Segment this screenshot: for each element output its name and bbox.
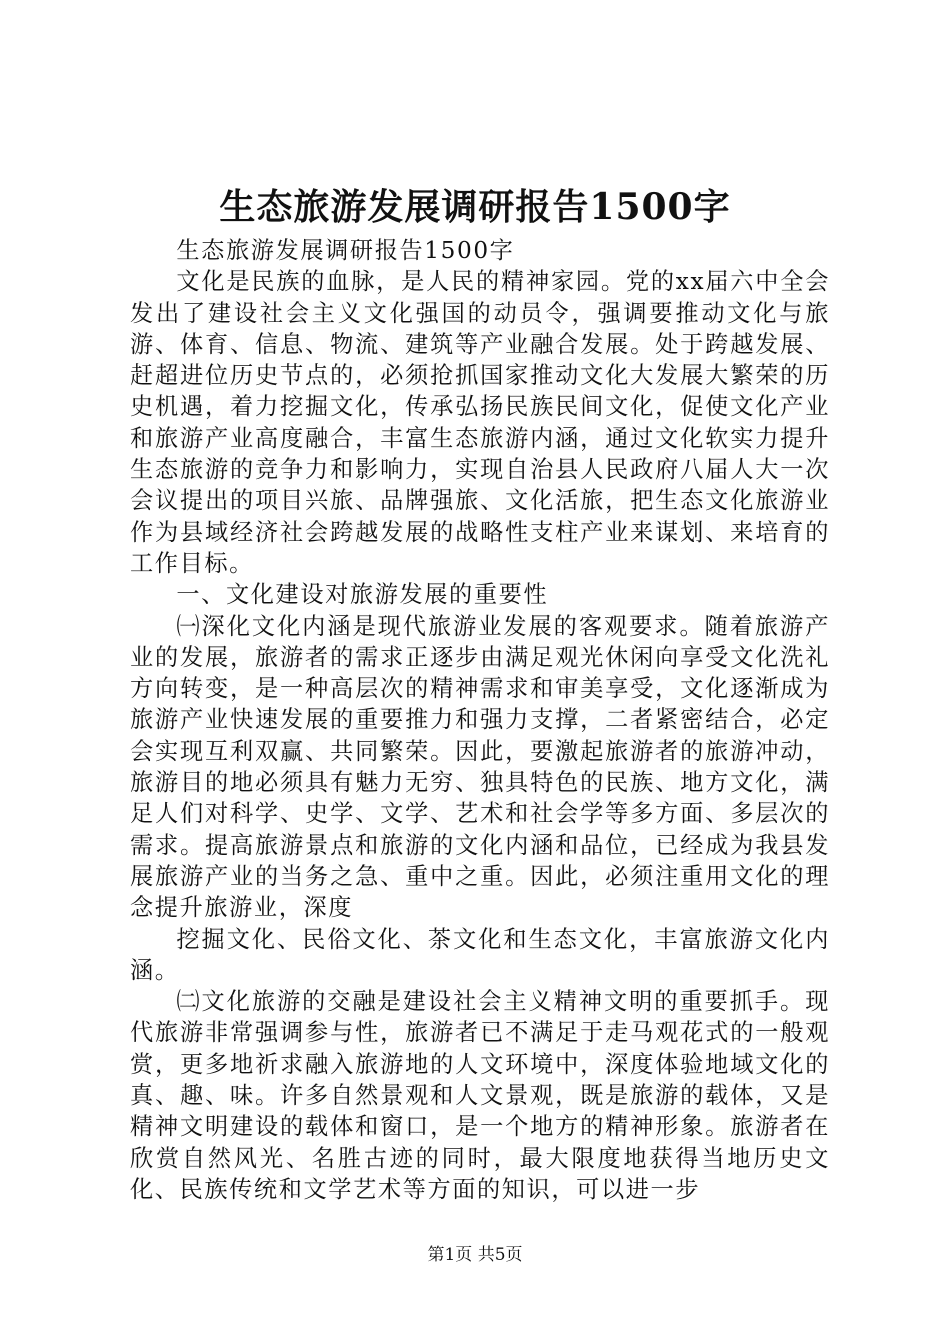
page-footer: 第1页 共5页 — [427, 1245, 523, 1265]
paragraph-point-1: ㈠深化文化内涵是现代旅游业发展的客观要求。随着旅游产业的发展，旅游者的需求正逐步由满足观光休闲向享受文化洗礼方向转变，是一种高层次的精神需求和审美享受，文化逐渐成为旅游产业快速发展的重要推力和强力支撑，二者紧密结合，必定会实现互利双赢、共同繁荣。因此，要激起旅游者的旅游冲动，旅游目的地必须具有魅力无穷、独具特色的民族、地方文化，满足人们对科学、史学、文学、艺术和社会学等多方面、多层次的需求。提高旅游景点和旅游的文化内涵和品位，已经成为我县发展旅游产业的当务之急、重中之重。因此，必须注重用文化的理念提升旅游业，深度 — [130, 612, 830, 922]
paragraph-intro: 文化是民族的血脉，是人民的精神家园。党的xx届六中全会发出了建设社会主义文化强国的动员令，强调要推动文化与旅游、体育、信息、物流、建筑等产业融合发展。处于跨越发展、赶超进位历史节点的，必须抢抓国家推动文化大发展大繁荣的历史机遇，着力挖掘文化，传承弘扬民族民间文化，促使文化产业和旅游产业高度融合，丰富生态旅游内涵，通过文化软实力提升生态旅游的竞争力和影响力，实现自治县人民政府八届人大一次会议提出的项目兴旅、品牌强旅、文化活旅，把生态文化旅游业作为县域经济社会跨越发展的战略性支柱产业来谋划、来培育的工作目标。 — [130, 268, 830, 577]
document-title: 生态旅游发展调研报告1500字 — [219, 186, 731, 228]
paragraph-point-2: ㈡文化旅游的交融是建设社会主义精神文明的重要抓手。现代旅游非常强调参与性，旅游者已不满足于走马观花式的一般观赏，更多地祈求融入旅游地的人文环境中，深度体验地域文化的真、趣、味。许多自然景观和人文景观，既是旅游的载体，又是精神文明建设的载体和窗口，是一个地方的精神形象。旅游者在欣赏自然风光、名胜古迹的同时，最大限度地获得当地历史文化、民族传统和文学艺术等方面的知识，可以进一步 — [130, 988, 830, 1203]
paragraph-point-1-continued: 挖掘文化、民俗文化、茶文化和生态文化，丰富旅游文化内涵。 — [130, 925, 830, 984]
section-heading: 一、文化建设对旅游发展的重要性 — [176, 581, 549, 609]
paragraph-subtitle: 生态旅游发展调研报告1500字 — [176, 237, 515, 264]
document-body — [130, 235, 830, 1205]
